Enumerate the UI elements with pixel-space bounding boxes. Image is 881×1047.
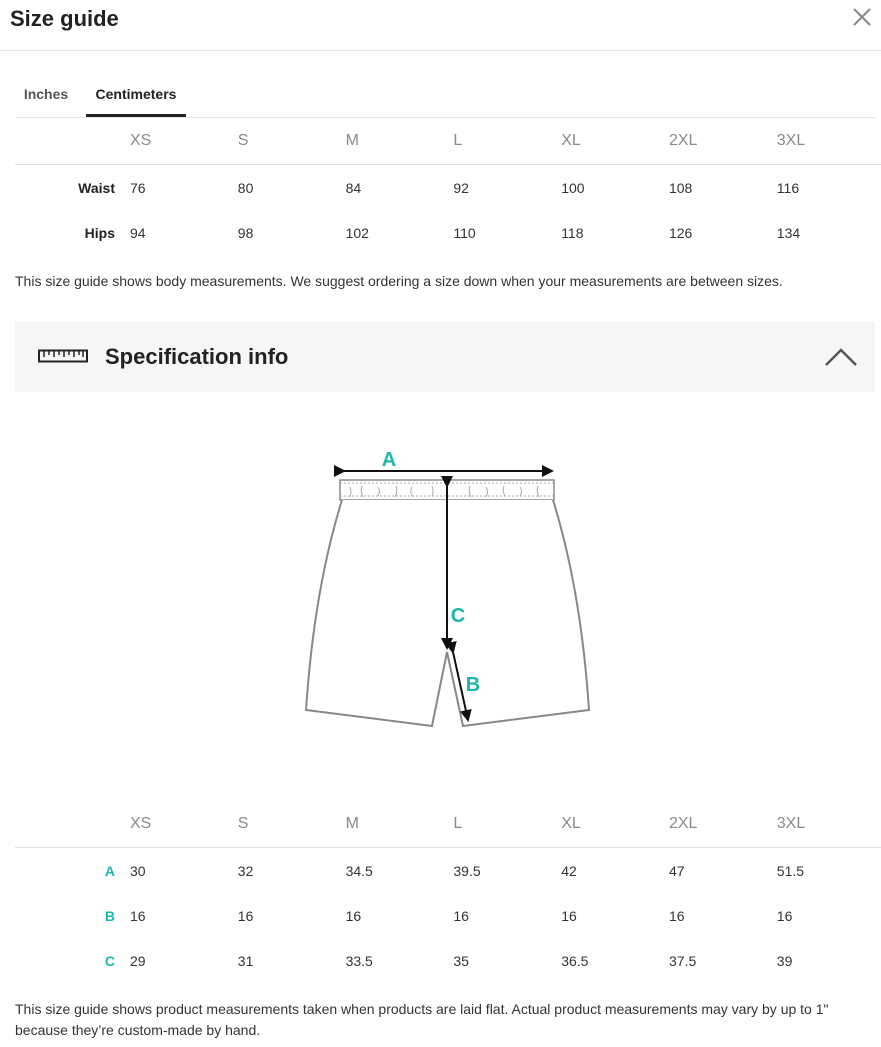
table-cell: 84	[345, 179, 362, 196]
body-measurements-note: This size guide shows body measurements. We suggest ordering a size down when your measurements are between sizes.	[15, 273, 783, 289]
size-header: 2XL	[669, 801, 777, 848]
size-header: L	[453, 801, 561, 848]
size-header-row	[15, 118, 881, 165]
row-label: A	[104, 862, 115, 879]
ruler-icon	[38, 349, 90, 365]
table-cell: 102	[345, 224, 369, 241]
size-header: M	[346, 801, 454, 848]
table-cell: 47	[668, 862, 685, 879]
table-cell: 16	[130, 907, 146, 924]
close-icon[interactable]	[851, 6, 873, 28]
table-cell: 29	[130, 952, 146, 969]
size-header: XS	[130, 118, 238, 165]
table-cell: 16	[776, 907, 793, 924]
measure-c-label: C	[450, 605, 466, 627]
tab-inches[interactable]: Inches	[23, 86, 69, 102]
table-cell: 92	[453, 179, 469, 196]
table-cell: 118	[561, 224, 584, 241]
specification-title: Specification info	[105, 344, 289, 369]
table-cell: 16	[453, 907, 469, 924]
measure-b-label: B	[465, 674, 481, 696]
table-cell: 42	[561, 862, 577, 879]
table-cell: 31	[237, 952, 254, 969]
table-cell: 16	[237, 907, 254, 924]
row-label: B	[104, 907, 115, 924]
chevron-up-icon[interactable]	[825, 346, 857, 366]
size-header: S	[238, 118, 346, 165]
tab-centimeters[interactable]: Centimeters	[86, 82, 186, 117]
table-cell: 51.5	[776, 862, 805, 879]
size-header: S	[238, 801, 346, 848]
size-header: 3XL	[777, 801, 881, 848]
row-label: C	[104, 952, 115, 969]
table-cell: 76	[130, 179, 146, 196]
corner-cell	[15, 118, 130, 165]
table-cell: 100	[561, 179, 585, 196]
size-header-row	[15, 801, 881, 848]
table-cell: 30	[130, 862, 146, 879]
table-cell: 116	[776, 179, 800, 196]
size-header: M	[346, 118, 454, 165]
shorts-diagram	[300, 440, 600, 740]
modal-title: Size guide	[10, 6, 119, 31]
table-row	[15, 893, 881, 938]
size-header: 3XL	[777, 118, 881, 165]
table-row	[15, 938, 881, 983]
table-cell: 16	[668, 907, 685, 924]
table-cell: 35	[453, 952, 469, 969]
product-measurements-table	[15, 801, 881, 983]
product-measurements-note: This size guide shows product measurements taken when products are laid flat. Actual product measurements may vary by up to 1" because they’re custom-made by hand.	[15, 1001, 829, 1038]
table-row	[15, 210, 881, 255]
table-cell: 108	[668, 179, 693, 196]
table-cell: 39	[776, 952, 793, 969]
row-label: Hips	[84, 224, 115, 241]
table-cell: 16	[561, 907, 577, 924]
table-cell: 94	[130, 224, 146, 241]
table-cell: 126	[668, 224, 693, 241]
table-cell: 33.5	[345, 952, 373, 969]
table-cell: 36.5	[561, 952, 589, 969]
unit-tabs	[15, 82, 875, 118]
size-header: XS	[130, 801, 238, 848]
corner-cell	[15, 801, 130, 848]
table-cell: 16	[345, 907, 362, 924]
table-cell: 34.5	[345, 862, 373, 879]
measure-a-label: A	[381, 449, 397, 471]
size-header: 2XL	[669, 118, 777, 165]
row-label: Waist	[78, 179, 115, 196]
table-cell: 37.5	[668, 952, 697, 969]
modal-header	[0, 0, 881, 51]
size-header: L	[453, 118, 561, 165]
table-row	[15, 848, 881, 894]
table-row	[15, 165, 881, 211]
table-cell: 110	[453, 224, 476, 241]
specification-section-header[interactable]	[15, 322, 875, 392]
size-header: XL	[561, 118, 669, 165]
table-cell: 32	[237, 862, 254, 879]
table-cell: 98	[237, 224, 254, 241]
table-cell: 39.5	[453, 862, 481, 879]
body-measurements-table	[15, 118, 881, 255]
table-cell: 134	[776, 224, 801, 241]
table-cell: 80	[237, 179, 254, 196]
size-header: XL	[561, 801, 669, 848]
